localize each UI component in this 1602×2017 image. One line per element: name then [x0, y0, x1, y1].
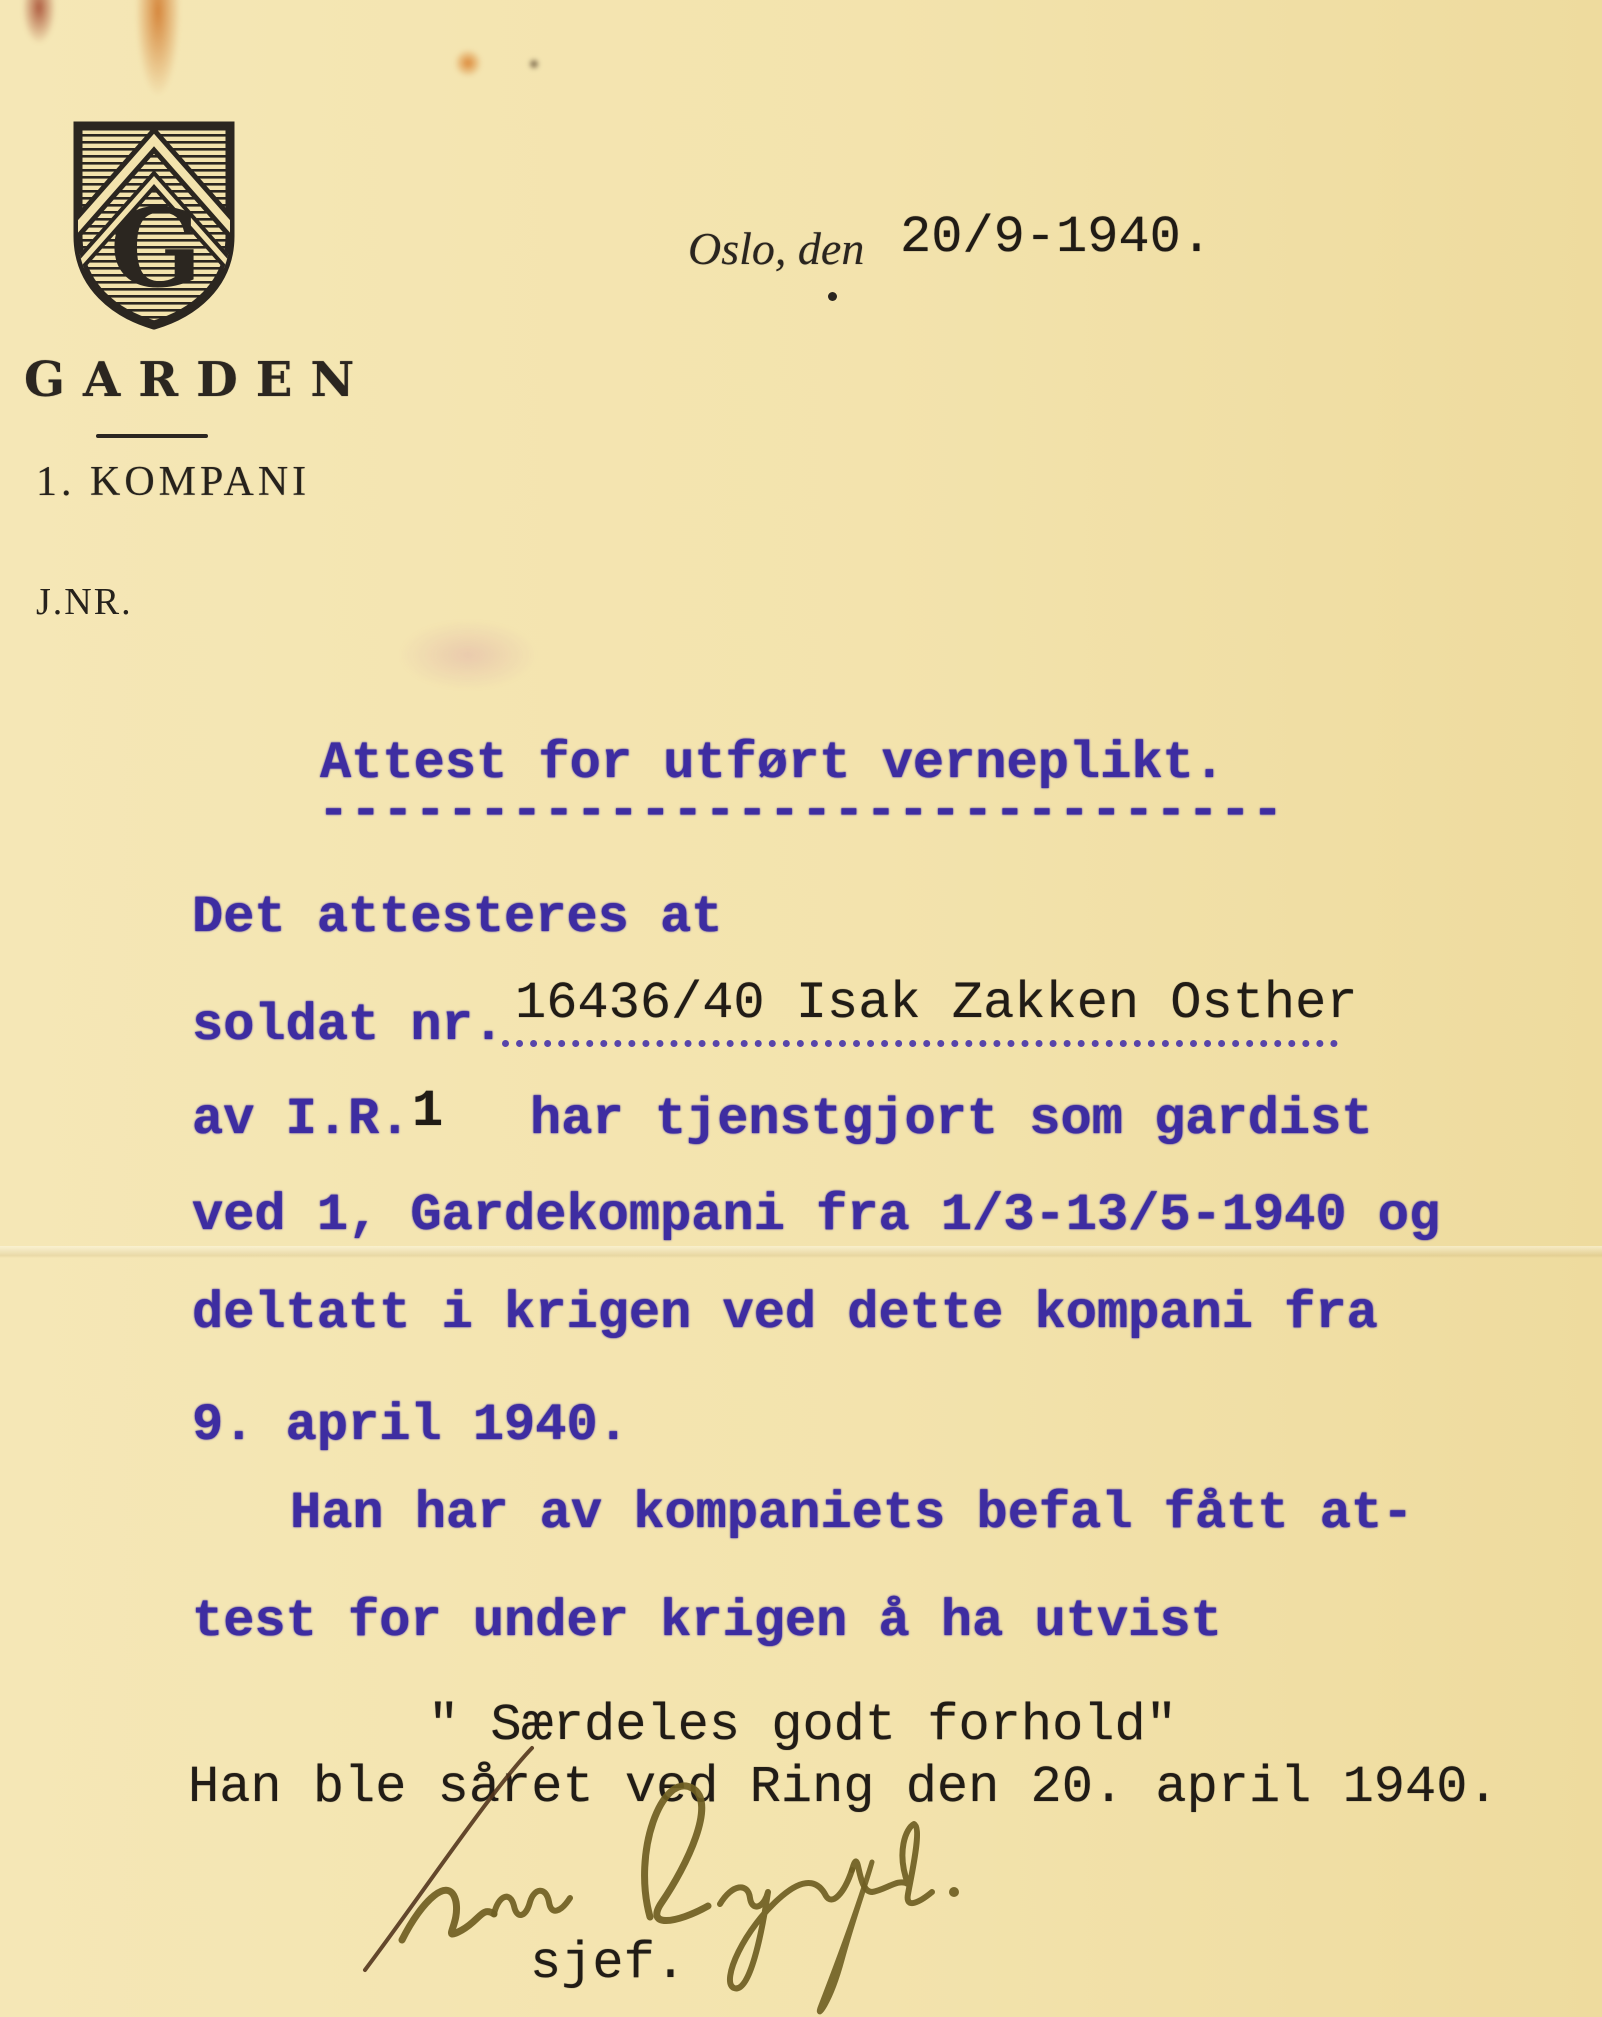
- soldier-name-value: 16436/40 Isak Zakken Osther: [515, 974, 1358, 1033]
- body-line-gardekompani: ved 1, Gardekompani fra 1/3-13/5-1940 og: [192, 1186, 1441, 1245]
- paper-stain: [455, 48, 481, 78]
- paper-stain: [136, 0, 180, 95]
- journal-number-label: J.NR.: [36, 581, 133, 623]
- dateline-place-label: Oslo, den: [688, 223, 865, 274]
- garden-shield-emblem-icon: [70, 118, 238, 333]
- wounded-statement: Han ble såret ved Ring den 20. april 1940.: [188, 1758, 1499, 1817]
- dateline-date-value: 20/9-1940.: [900, 208, 1213, 267]
- document-title: Attest for utført verneplikt.: [320, 734, 1225, 793]
- svg-text:G: G: [109, 186, 203, 312]
- title-underline-dashes: ------------------------------: [318, 782, 1285, 841]
- body-line-befal: Han har av kompaniets befal fått at-: [290, 1484, 1414, 1543]
- body-line-attesteres: Det attesteres at: [192, 888, 723, 947]
- stray-period-mark: [828, 292, 837, 301]
- letterhead-unit-name: 1. KOMPANI: [36, 459, 311, 505]
- paper-stain: [398, 620, 538, 690]
- letterhead-org-name: GARDEN: [24, 352, 373, 408]
- regiment-number-value: 1: [412, 1082, 444, 1141]
- conduct-quote: " Særdeles godt forhold": [428, 1696, 1177, 1755]
- regiment-line-rest: har tjenstgjort som gardist: [530, 1090, 1373, 1149]
- body-line-april: 9. april 1940.: [192, 1396, 629, 1455]
- body-line-utvist: test for under krigen å ha utvist: [192, 1592, 1222, 1651]
- letterhead-divider: [96, 434, 208, 438]
- soldier-number-label: soldat nr.: [192, 996, 505, 1055]
- paper-fold-crease: [0, 1246, 1602, 1258]
- signature-title: sjef.: [530, 1934, 687, 1993]
- paper-stain: [22, 0, 56, 44]
- regiment-line-prefix: av I.R.: [192, 1090, 411, 1149]
- body-line-deltatt: deltatt i krigen ved dette kompani fra: [192, 1284, 1378, 1343]
- paper-stain: [528, 58, 540, 70]
